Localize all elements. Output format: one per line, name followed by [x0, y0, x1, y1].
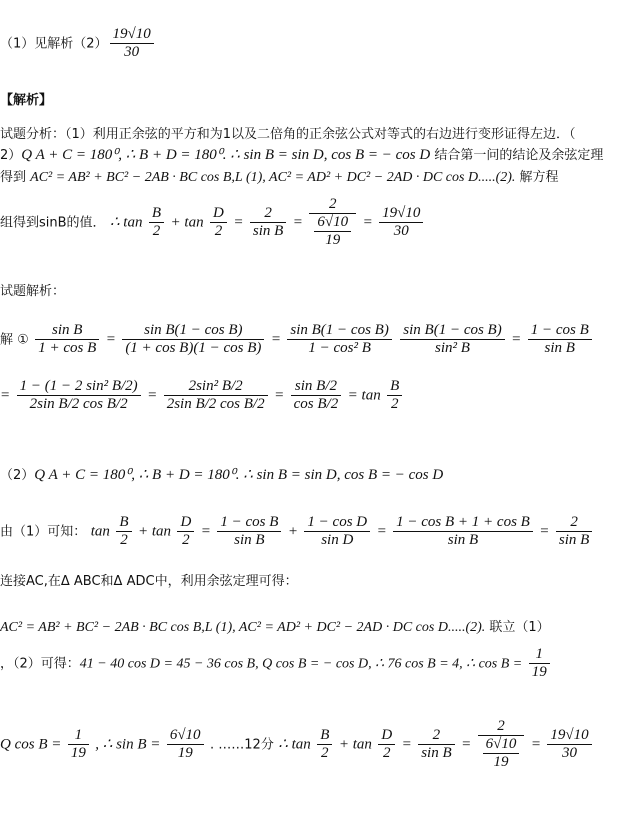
solution-p7-prefix: ，（2）可得：: [0, 656, 80, 672]
frac-num: 2: [309, 196, 356, 214]
score-note: . ……12分: [210, 737, 274, 753]
frac: [287, 322, 391, 357]
analysis-line4-prefix: 组得到sinB的值．: [0, 215, 106, 231]
solution-p4: [0, 514, 594, 549]
equals-sign: =: [530, 736, 541, 753]
frac-den: sin² B: [435, 340, 470, 356]
frac-num: 2: [478, 718, 525, 736]
plus-sign: +: [287, 523, 298, 540]
frac-num: 2: [418, 727, 454, 745]
equals-sign: =: [105, 331, 116, 348]
analysis-frac-nested: [309, 196, 356, 249]
frac: [164, 378, 268, 413]
frac: [68, 727, 89, 762]
frac-num: B: [317, 727, 332, 745]
answer-frac-den: 30: [124, 44, 140, 60]
frac-num: 19√10: [547, 727, 591, 745]
frac-den: 19: [325, 232, 341, 248]
cosb-label: Q cos B =: [0, 736, 62, 753]
frac-num: 1 − cos B + 1 + cos B: [393, 514, 533, 532]
frac-den: cos B/2: [293, 396, 339, 412]
frac-den: 2: [214, 223, 223, 239]
frac-den: 1 + cos B: [38, 340, 97, 356]
frac: [400, 322, 504, 357]
analysis-line-2: [0, 146, 603, 165]
analysis-line3-math: AC² = AB² + BC² − 2AB · BC cos B,L (1), AC² = AD² + DC² − 2AD · DC cos D.....(2).: [30, 170, 516, 185]
equals-sign: =: [401, 736, 412, 753]
frac-num: 2: [556, 514, 592, 532]
frac-num: 1 − cos B: [528, 322, 592, 340]
frac-num: 2sin² B/2: [164, 378, 268, 396]
frac-den: 19: [531, 664, 547, 680]
equals-sign: =: [376, 523, 387, 540]
equals-sign: =: [461, 736, 472, 753]
frac: [528, 322, 592, 357]
frac: [317, 727, 332, 762]
frac: [378, 727, 395, 762]
frac-num: sin B(1 − cos B): [287, 322, 391, 340]
frac-num: sin B(1 − cos B): [400, 322, 504, 340]
nested-frac: [483, 736, 520, 771]
analysis-line2-prefix: 2）: [0, 148, 22, 163]
frac: [529, 646, 550, 681]
answer-fraction: [110, 26, 154, 61]
equals-sign: =: [292, 214, 303, 231]
frac-den: 2: [182, 532, 190, 548]
frac-num: sin B/2: [291, 378, 342, 396]
frac-den: 19: [177, 745, 193, 761]
analysis-line-4: [0, 196, 425, 249]
frac: [17, 378, 141, 413]
frac-den: sin B: [252, 223, 284, 239]
equals-sign: =: [511, 331, 522, 348]
frac-den: 2: [383, 745, 391, 761]
frac: [556, 514, 592, 549]
equals-sign: =: [233, 214, 244, 231]
frac-num: 2: [250, 205, 286, 223]
analysis-line3-prefix: 得到: [0, 170, 31, 185]
tan-label: = tan: [347, 387, 381, 404]
frac-num: B: [387, 378, 402, 396]
frac: [122, 322, 264, 357]
frac-den: (1 + cos B)(1 − cos B): [125, 340, 262, 356]
solution-p8: [0, 718, 594, 771]
frac-den: 2: [391, 396, 399, 412]
frac-den: 2: [120, 532, 128, 548]
solution-p4-label: 由（1）可知：: [0, 524, 87, 540]
frac-den: 19: [70, 745, 86, 761]
frac: [116, 514, 131, 549]
frac-num: 6√10: [314, 214, 351, 232]
analysis-line-3: [0, 168, 559, 187]
solution-p1-label: 解 ①: [0, 332, 29, 348]
analysis-line-1: 试题分析：（1）利用正余弦的平方和为1以及二倍角的正余弦公式对等式的右边进行变形证得左边．（: [0, 127, 576, 142]
answer-part1: （1）见解析（2）: [0, 36, 108, 52]
frac: [304, 514, 370, 549]
equals-sign: =: [147, 387, 158, 404]
frac-den: 2: [152, 223, 161, 239]
analysis-line3-suffix: 解方程: [515, 170, 559, 185]
equals-sign: =: [200, 523, 211, 540]
equals-sign: =: [270, 331, 281, 348]
frac-den: sin B: [558, 532, 590, 548]
tan-label: ∴ tan: [278, 736, 311, 753]
equals-sign: =: [0, 387, 11, 404]
solution-title: 试题解析：: [0, 284, 66, 299]
frac-den: 2sin B/2 cos B/2: [29, 396, 128, 412]
frac-num: D: [210, 205, 227, 223]
frac-num: sin B: [35, 322, 99, 340]
solution-p7-math: 41 − 40 cos D = 45 − 36 cos B, Q cos B = − cos D, ∴ 76 cos B = 4, ∴ cos B =: [79, 656, 523, 672]
frac-num: 1 − cos D: [304, 514, 370, 532]
frac: [478, 718, 525, 771]
solution-p6: [0, 618, 550, 637]
frac-num: 1 − (1 − 2 sin² B/2): [17, 378, 141, 396]
frac-den: 19: [493, 754, 509, 770]
solution-p3-label: （2）: [0, 468, 35, 483]
frac: [418, 727, 454, 762]
analysis-frac-d2: [210, 205, 227, 240]
section-title: 【解析】: [0, 93, 53, 108]
frac-num: B: [116, 514, 131, 532]
frac-num: 1: [529, 646, 550, 664]
plus-tan: + tan: [338, 736, 372, 753]
frac-den: 2: [321, 745, 329, 761]
analysis-frac-result: [379, 205, 423, 240]
solution-p5: 连接AC,在Δ ABC和Δ ADC中，利用余弦定理可得：: [0, 574, 298, 589]
analysis-line2-math: Q A + C = 180⁰, ∴ B + D = 180⁰. ∴ sin B = sin D, cos B = − cos D: [21, 147, 431, 163]
solution-p7: [0, 646, 552, 681]
frac-den: sin D: [321, 532, 354, 548]
equals-sign: =: [362, 214, 373, 231]
answer-frac-num: 19√10: [110, 26, 154, 44]
frac: [35, 322, 99, 357]
frac: [393, 514, 533, 549]
frac-den: sin B: [421, 745, 452, 761]
frac: [217, 514, 281, 549]
frac: [547, 727, 591, 762]
analysis-plus-tan: + tan: [170, 214, 204, 231]
frac-num: 19√10: [379, 205, 423, 223]
frac-num: 6√10: [483, 736, 520, 754]
frac: [387, 378, 402, 413]
frac-num: B: [149, 205, 164, 223]
frac-den: 1 − cos² B: [308, 340, 371, 356]
frac-den: 2sin B/2 cos B/2: [166, 396, 265, 412]
analysis-tan-label: ∴ tan: [110, 214, 143, 231]
plus-tan: + tan: [137, 523, 172, 540]
frac: [167, 727, 204, 762]
frac-den: sin B: [234, 532, 265, 548]
analysis-frac-b2: [149, 205, 164, 240]
analysis-line2-suffix: 结合第一问的结论及余弦定理: [430, 148, 604, 163]
frac-num: 1 − cos B: [217, 514, 281, 532]
nested-frac: [314, 214, 351, 249]
equals-sign: =: [274, 387, 285, 404]
frac-den: 30: [393, 223, 409, 239]
sinb-label: , ∴ sin B =: [95, 736, 161, 753]
solution-p6-suffix: 联立（1）: [485, 620, 550, 635]
frac-num: D: [378, 727, 395, 745]
frac-den: sin B: [447, 532, 479, 548]
frac: [291, 378, 342, 413]
solution-p1: [0, 322, 594, 357]
solution-p2: [0, 378, 404, 413]
frac-num: D: [177, 514, 194, 532]
answer-line: [0, 26, 156, 61]
frac: [177, 514, 194, 549]
equals-sign: =: [539, 523, 550, 540]
analysis-frac-2-sinb: [250, 205, 286, 240]
solution-p3: [0, 466, 443, 485]
frac-den: 30: [562, 745, 578, 761]
frac-num: sin B(1 − cos B): [122, 322, 264, 340]
solution-p6-math: AC² = AB² + BC² − 2AB · BC cos B,L (1), AC² = AD² + DC² − 2AD · DC cos D.....(2).: [0, 620, 486, 635]
solution-p3-math: Q A + C = 180⁰, ∴ B + D = 180⁰. ∴ sin B = sin D, cos B = − cos D: [34, 467, 444, 483]
tan-label: tan: [90, 523, 110, 540]
frac-num: 1: [68, 727, 89, 745]
frac-num: 6√10: [167, 727, 204, 745]
frac-den: sin B: [544, 340, 575, 356]
